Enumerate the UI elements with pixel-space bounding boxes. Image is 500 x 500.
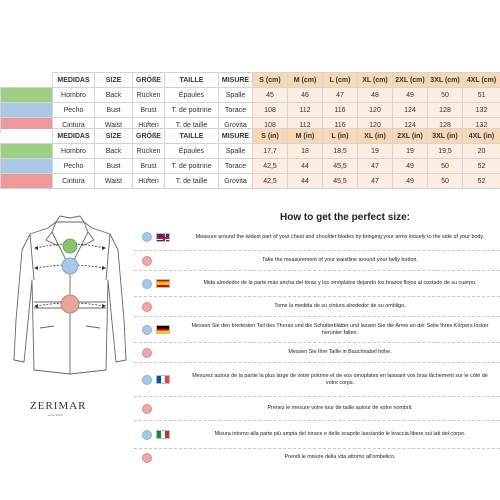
header-cell: 2XL (in) [393,129,428,144]
table-cell: 18,5 [323,144,358,159]
table-cell: 52 [463,174,500,189]
size-table-cm [0,72,500,133]
table-cell: 45,5 [323,159,358,174]
table-cell: Brust [133,103,165,118]
waist-dot-icon [142,453,152,463]
france-flag-icon [156,375,170,384]
brand-logo: ZERIMAR [30,400,87,412]
table-cell: 19 [393,144,428,159]
header-cell: L (in) [323,129,358,144]
table-cell: Grovita [219,174,253,189]
table-cell: Cintura [53,174,95,189]
header-cell: 3XL (cm) [428,73,463,88]
table-cell: 108 [253,118,288,133]
waist-marker [61,295,79,313]
table-cell: Cintura [53,118,95,133]
table-cell: 108 [253,103,288,118]
waist-dot-icon [142,404,152,414]
table-cell: 128 [428,118,463,133]
guide-row [134,270,500,296]
table-cell: 44 [288,174,323,189]
table-cell: 42,5 [253,159,288,174]
table-cell: Pecho [53,159,95,174]
table-row [1,144,500,159]
table-cell: 124 [393,118,428,133]
swatch-header [1,73,53,88]
table-cell: T. de taille [165,118,219,133]
table-cell: 47 [323,88,358,103]
guide-text: Prendi le misure della vita attorno all'ombelico. [284,454,396,460]
table-cell: 51 [463,88,500,103]
waist-dot-icon [142,302,152,312]
table-cell: 120 [358,103,393,118]
table-cell: T. de poitrine [165,103,219,118]
bust-swatch [1,103,53,118]
header-cell: L (cm) [323,73,358,88]
table-cell: T. de poitrine [165,159,219,174]
table-cell: 44 [288,159,323,174]
guide-text: Prenez le mesure votre tour de taille autour de votre nombril. [267,405,413,411]
table-cell: Rücken [133,144,165,159]
header-cell: M (cm) [288,73,323,88]
table-row [1,174,500,189]
table-cell: 47 [358,159,393,174]
table-cell: 132 [463,103,500,118]
table-cell: Rücken [133,88,165,103]
table-cell: 20 [463,144,500,159]
waist-dot-icon [142,348,152,358]
table-cell: Épaules [165,88,219,103]
waist-dot-icon [142,256,152,266]
bust-swatch [1,159,53,174]
waist-swatch [1,174,53,189]
guide-text: Messen Sie den breitesten Teil des Thorax und die Schulterblätter und lassen Sie die Arme an der Seite Ihres Körpers locker herunter fallen. [191,322,489,336]
table-cell: Back [95,88,133,103]
guide-row [134,396,500,420]
table-cell: 116 [323,103,358,118]
bust-dot-icon [142,430,152,440]
size-table-in-header [1,129,500,144]
guide-text: Measure around the widest part of your chest and shoulder blades by bringing your arms loosely to the side of your body. [195,233,485,240]
table-cell: 50 [428,88,463,103]
guide-row [134,362,500,396]
guide-row [134,448,500,466]
table-cell: Torace [219,159,253,174]
header-cell: GRÖßE [133,73,165,88]
table-cell: T. de taille [165,174,219,189]
table-cell: 49 [393,174,428,189]
brand-tagline: since 1966 [48,413,63,417]
header-cell: MISURE [219,73,253,88]
guide-text: Messen Sie Ihre Taille in Bauchnabel höhe. [288,349,392,355]
table-cell: Épaules [165,144,219,159]
header-cell: S (in) [253,129,288,144]
table-cell: 18 [288,144,323,159]
table-cell: Spalle [219,88,253,103]
table-cell: Waist [95,174,133,189]
header-cell: SIZE [95,73,133,88]
table-cell: Bust [95,103,133,118]
table-cell: Torace [219,103,253,118]
table-cell: Hüften [133,118,165,133]
guide-row [134,224,500,250]
table-cell: Pecho [53,103,95,118]
guide-row [134,250,500,270]
table-cell: Brust [133,159,165,174]
table-cell: 132 [463,118,500,133]
table-cell: 52 [463,159,500,174]
header-cell: 4XL (cm) [463,73,500,88]
table-cell: 50 [428,159,463,174]
bust-dot-icon [142,279,152,289]
table-cell: 116 [323,118,358,133]
bust-marker [62,258,78,274]
shoulder-swatch [1,144,53,159]
header-cell: TAILLE [165,73,219,88]
header-cell: 2XL (cm) [393,73,428,88]
header-cell: S (cm) [253,73,288,88]
guide-title: How to get the perfect size: [279,212,410,223]
bust-dot-icon [142,325,152,335]
table-cell: 128 [428,103,463,118]
guide-row [134,316,500,342]
shoulder-swatch [1,88,53,103]
table-cell: Spalle [219,144,253,159]
table-cell: Waist [95,118,133,133]
measurement-guide [134,224,500,466]
guide-text: Take the measurement of your waistline around your belly button. [262,257,418,263]
header-cell: MEDIDAS [53,73,95,88]
italy-flag-icon [156,430,170,439]
table-cell: 49 [393,159,428,174]
guide-row [134,342,500,362]
size-table-cm-header [1,73,500,88]
header-cell: GRÖßE [133,129,165,144]
table-cell: 19,5 [428,144,463,159]
header-cell: 3XL (in) [428,129,463,144]
coat-illustration [8,210,132,380]
guide-text: Misura intorno alla parte più ampia del torace e delle scapole lasciando le braccia libere sui lati del corpo. [214,431,466,437]
table-cell: Grovita [219,118,253,133]
table-cell: 124 [393,103,428,118]
table-cell: Hombro [53,144,95,159]
swatch-header [1,129,53,144]
table-cell: 49 [393,88,428,103]
header-cell: M (in) [288,129,323,144]
guide-row [134,420,500,448]
header-cell: XL (in) [358,129,393,144]
table-row [1,103,500,118]
header-cell: XL (cm) [358,73,393,88]
table-cell: 47 [358,174,393,189]
table-cell: 45,5 [323,174,358,189]
table-cell: Bust [95,159,133,174]
guide-row [134,296,500,316]
table-cell: Back [95,144,133,159]
shoulder-marker [63,239,77,253]
table-cell: 120 [358,118,393,133]
table-row [1,159,500,174]
table-cell: Hombro [53,88,95,103]
header-cell: MISURE [219,129,253,144]
table-row [1,88,500,103]
bust-dot-icon [142,232,152,242]
guide-text: Mida alrededor de la parte más ancha del tórax y los omóplatos dejando los brazos flojos al costado de su cuerpo. [203,280,477,286]
header-cell: SIZE [95,129,133,144]
guide-text: Tome la medida de su cintura alrededor de su ombligo. [274,303,406,309]
table-cell: 48 [358,88,393,103]
table-cell: 45 [253,88,288,103]
table-cell: 50 [428,174,463,189]
table-cell: 112 [288,118,323,133]
spain-flag-icon [156,279,170,288]
guide-text: Mesurez autour de la partie la plus large de votre poitrine et de vos omoplates en laissant vos bras lâchement sur le côté de votre corps. [192,372,488,386]
header-cell: MEDIDAS [53,129,95,144]
uk-flag-icon [156,233,170,242]
germany-flag-icon [156,325,170,334]
bust-dot-icon [142,375,152,385]
header-cell: TAILLE [165,129,219,144]
size-table-in [0,128,500,189]
table-cell: 17,7 [253,144,288,159]
table-cell: 19 [358,144,393,159]
table-cell: 46 [288,88,323,103]
header-cell: 4XL (in) [463,129,500,144]
table-cell: 42,5 [253,174,288,189]
table-cell: Hüften [133,174,165,189]
table-cell: 112 [288,103,323,118]
